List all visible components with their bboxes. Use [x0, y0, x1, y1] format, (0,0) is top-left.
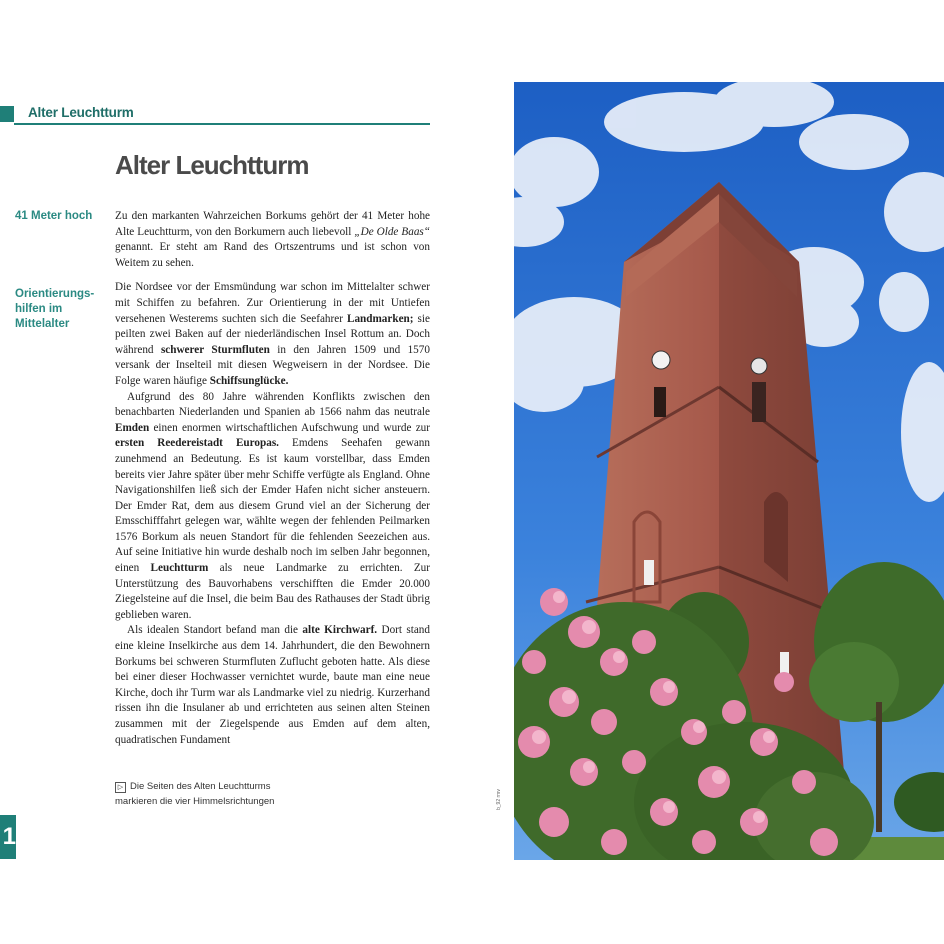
italic-term: „De Olde Baas“ [354, 225, 430, 238]
page-number: 1 [0, 815, 16, 859]
bold-term: Leuchtturm [150, 562, 209, 575]
bold-term: Landmarken; [346, 312, 414, 325]
header-marker [0, 106, 14, 122]
text-run: sie peilten zwei Baken auf der niederländischen Insel Rottum an. Doch während [115, 312, 430, 356]
bold-term: alte Kirchwarf. [302, 624, 378, 637]
running-header-title: Alter Leuchtturm [28, 105, 134, 120]
paragraph-landmarks [115, 280, 430, 389]
lighthouse-photo [514, 82, 944, 860]
text-run: Zu den markanten Wahrzeichen Borkums gehört der 41 Meter hohe Alte Leuchtturm, von den Borkumern auch liebevoll [115, 210, 430, 238]
header-rule [14, 123, 430, 125]
paragraph-kirchwarf [115, 623, 430, 748]
bold-term: ersten Reedereistadt Europas. [115, 437, 279, 450]
text-run: Emdens Seehafen gewann zunehmend an Bedeutung. Es ist kaum vorstellbar, dass Emden bereits vier Jahre später über mehr Schiffe verfügte als England. Ohne Navigationshilfen ließ sich der Emder Hafen nicht sicher ansteuern. Der Emder Rat, dem aus diesem Grund viel an der Sicherung der Emsschifffahrt gelegen war, wählte wegen der fehlenden Peilmarken 1576 Borkum als neuen Standort für die fehlenden Seezeichen aus. Auf seine Initiative hin wurde deshalb noch im selben Jahr begonnen, einen [115, 437, 430, 575]
paragraph-emden [115, 390, 430, 624]
margin-note-orientation: Orientierungs- hilfen im Mittelalter [15, 288, 95, 330]
text-run: genannt. Er steht am Rand des Ortszentrums und ist schon von Weitem zu sehen. [115, 241, 430, 269]
caption-line-1: Die Seiten des Alten Leuchtturms [130, 781, 271, 792]
lighthouse-photo-illustration [514, 82, 944, 860]
text-run: Aufgrund des 80 Jahre währenden Konflikts zwischen den benachbarten Niederlanden und Spanien ab 1566 nahm das neutrale [115, 390, 430, 419]
text-run: einen enormen wirtschaftlichen Aufschwung und wurde zur [149, 421, 430, 434]
paragraph-intro [115, 209, 430, 271]
text-run: als neue Landmarke zu errichten. Zur Unterstützung des Bauvorhabens verschifften die Emder 20.000 Ziegelsteine auf die Insel, die beim Bau des Rathauses der Stadt übrig geblieben waren. [115, 562, 430, 621]
page-title: Alter Leuchtturm [115, 150, 309, 180]
text-run: Dort stand eine kleine Inselkirche aus dem 14. Jahrhundert, die den Bewohnern Borkums bei schweren Sturmfluten Zuflucht geboten hatte. Als diese bei einer dieser Hochwasser vernichtet wurde, baute man eine neue Kirche, doch ihr Turm war als Landmarke viel zu niedrig. Kurzerhand rissen ihn die Insulaner ab und errichteten aus seinen alten Steinen zusammen mit der Ziegelspende aus Emden auf dem alten, quadratischen Fundament [115, 624, 430, 746]
photo-caption [115, 779, 415, 809]
bold-term: Emden [115, 421, 150, 434]
bold-term: Schiffsunglücke. [209, 374, 289, 387]
text-run: Als idealen Standort befand man die [127, 624, 303, 637]
caption-line-2: markieren die vier Himmelsrichtungen [115, 796, 275, 807]
text-run: Die Nordsee vor der Emsmündung war schon im Mittelalter schwer mit Schiffen zu befahren. Zur Orientierung in der mit Untiefen versehenen Westerems suchten sich die Seefahrer [115, 281, 430, 325]
bold-term: schwerer Sturmfluten [160, 343, 270, 356]
photo-credit: b_92 rmv [496, 789, 502, 810]
body-text [115, 209, 430, 748]
text-run: in den Jahren 1509 und 1570 versank der Inselteil mit diesen Wegweisern in der Nordsee. Die Folge waren häufige [115, 343, 430, 387]
play-triangle-icon: ▷ [115, 782, 126, 793]
margin-note-height: 41 Meter hoch [15, 210, 93, 222]
